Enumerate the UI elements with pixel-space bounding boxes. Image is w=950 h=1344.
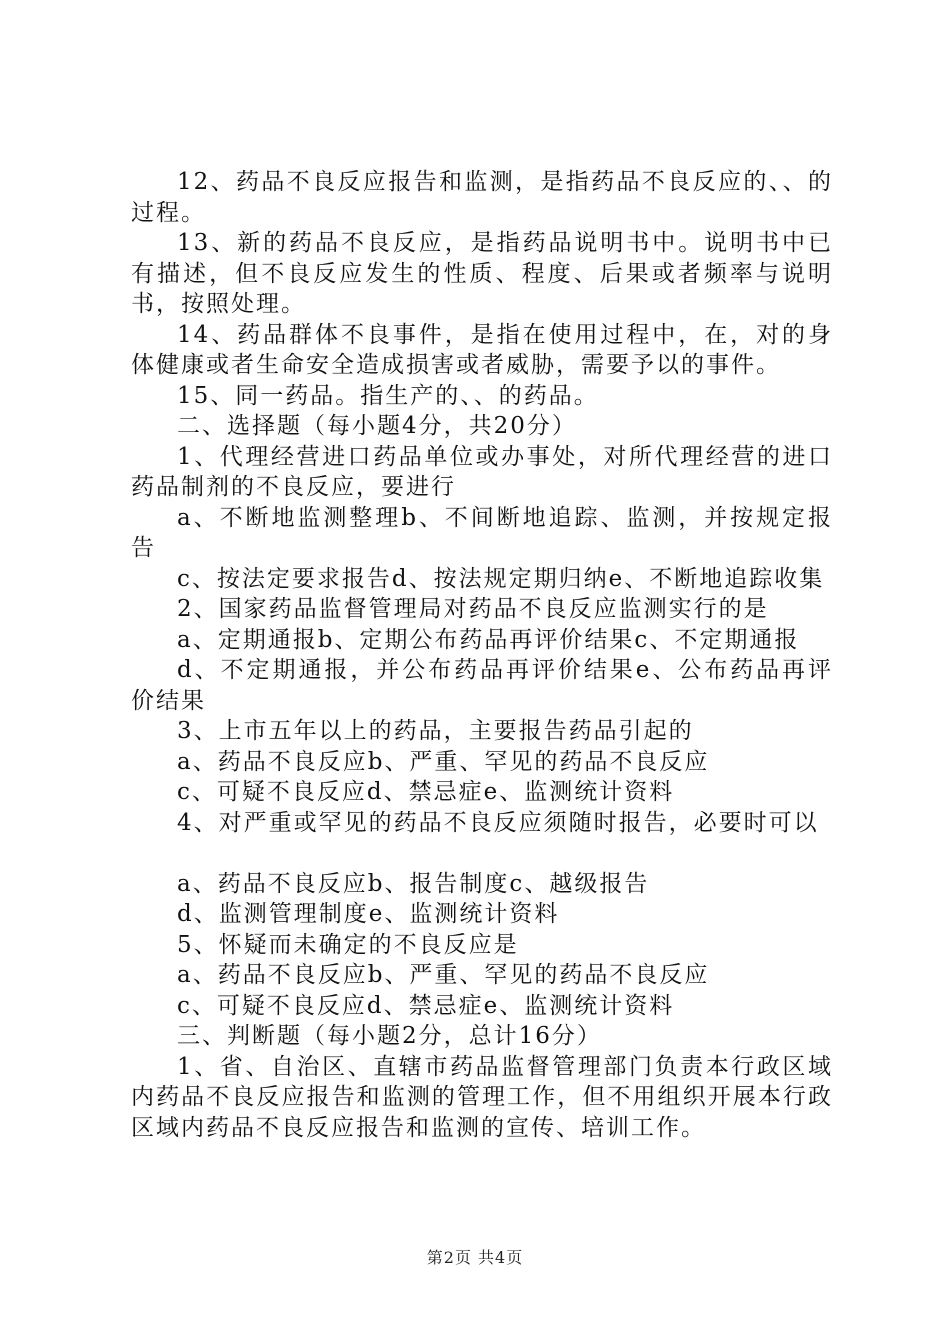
paragraph-q14: 14、药品群体不良事件，是指在使用过程中，在，对的身体健康或者生命安全造成损害或者威胁，需要予以的事件。 — [131, 321, 833, 378]
section-heading-judgment: 三、判断题（每小题2分，总计16分） — [177, 1023, 602, 1049]
paragraph-q15: 15、同一药品。指生产的、、的药品。 — [177, 382, 599, 409]
choice-options: a、定期通报b、定期公布药品再评价结果c、不定期通报 — [177, 626, 800, 653]
choice-options: c、可疑不良反应d、禁忌症e、监测统计资料 — [177, 779, 675, 805]
choice-options: c、按法定要求报告d、按法规定期归纳e、不断地追踪收集 — [177, 565, 825, 592]
choice-options: a、不断地监测整理b、不间断地追踪、监测，并按规定报告 — [131, 504, 833, 561]
page-footer: 第2页 共4页 — [426, 1248, 524, 1267]
judgment-question-1: 1、省、自治区、直辖市药品监督管理部门负责本行政区域内药品不良反应报告和监测的管理工作，但不用组织开展本行政区域内药品不良反应报告和监测的宣传、培训工作。 — [131, 1053, 833, 1141]
choice-question-4: 4、对严重或罕见的药品不良反应须随时报告，必要时可以 — [177, 809, 819, 836]
choice-question-1: 1、代理经营进口药品单位或办事处，对所代理经营的进口药品制剂的不良反应，要进行 — [131, 443, 833, 500]
paragraph-q12: 12、药品不良反应报告和监测，是指药品不良反应的、、的过程。 — [131, 169, 833, 226]
choice-question-2: 2、国家药品监督管理局对药品不良反应监测实行的是 — [177, 596, 769, 622]
section-heading-choice: 二、选择题（每小题4分，共20分） — [177, 413, 577, 439]
choice-options: c、可疑不良反应d、禁忌症e、监测统计资料 — [177, 992, 675, 1019]
choice-options: d、监测管理制度e、监测统计资料 — [177, 901, 560, 927]
choice-question-5: 5、怀疑而未确定的不良反应是 — [177, 931, 519, 958]
choice-options: a、药品不良反应b、报告制度c、越级报告 — [177, 870, 650, 897]
choice-options: a、药品不良反应b、严重、罕见的药品不良反应 — [177, 748, 710, 775]
paragraph-q13: 13、新的药品不良反应，是指药品说明书中。说明书中已有描述，但不良反应发生的性质、程度、后果或者频率与说明书，按照处理。 — [131, 230, 833, 317]
choice-options: a、药品不良反应b、严重、罕见的药品不良反应 — [177, 962, 710, 988]
choice-question-3: 3、上市五年以上的药品，主要报告药品引起的 — [177, 718, 694, 744]
choice-options: d、不定期通报，并公布药品再评价结果e、公布药品再评价结果 — [131, 657, 833, 714]
body-text — [131, 167, 833, 1143]
